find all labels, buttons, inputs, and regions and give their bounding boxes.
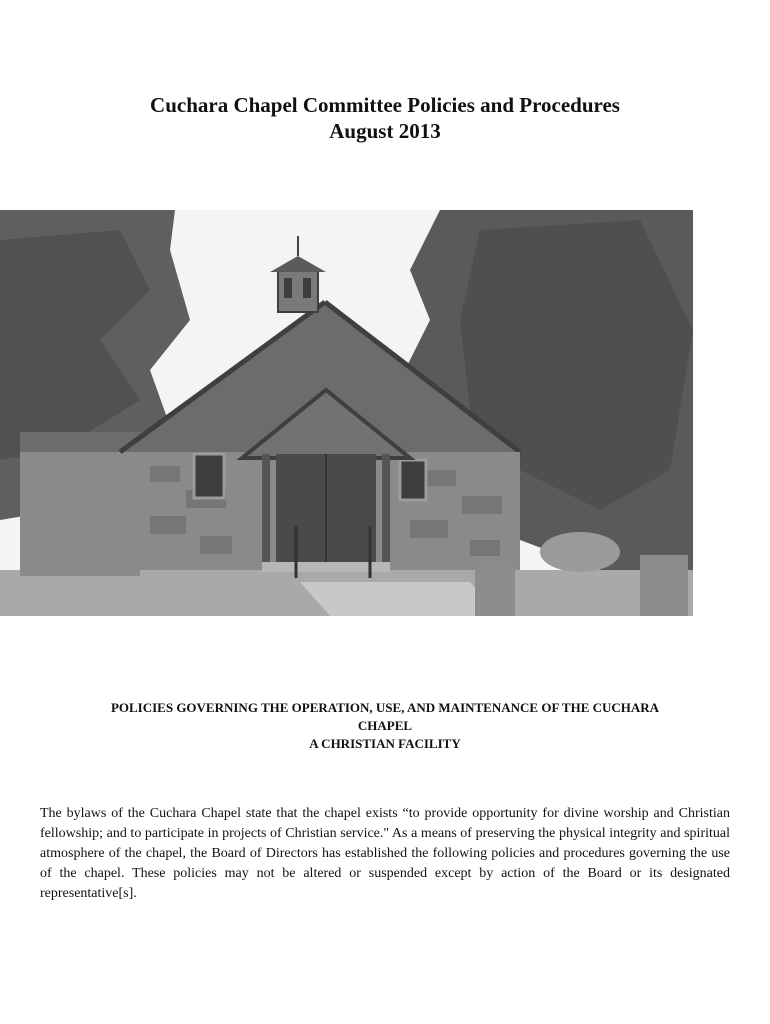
title-line-2: August 2013 <box>329 119 441 143</box>
bylaws-paragraph: The bylaws of the Cuchara Chapel state that the chapel exists “to provide opportunity for divine worship and Christian fellowship; and to participate in projects of Christian service." As a means of preserving the physical integrity and spiritual atmosphere of the chapel, the Board of Directors has established the following policies and procedures governing the use of the chapel. These policies may not be altered or suspended except by action of the Board or its designated representative[s]. <box>40 806 730 901</box>
title-line-1: Cuchara Chapel Committee Policies and Procedures <box>150 93 620 117</box>
heading-line-3: A CHRISTIAN FACILITY <box>309 736 461 751</box>
document-title <box>0 92 770 144</box>
heading-line-2: CHAPEL <box>357 718 413 733</box>
heading-line-1: POLICIES GOVERNING THE OPERATION, USE, AND MAINTENANCE OF THE CUCHARA <box>110 700 660 715</box>
chapel-photo <box>0 210 693 616</box>
section-heading <box>40 699 730 753</box>
